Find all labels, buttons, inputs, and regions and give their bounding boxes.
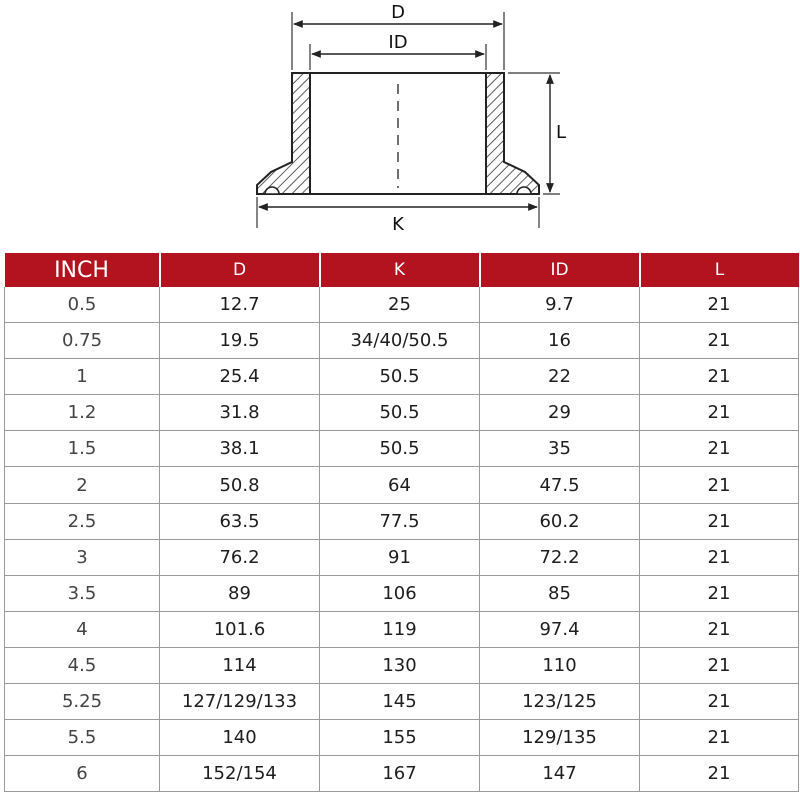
- cell-k: 145: [320, 684, 480, 720]
- cell-id: 129/135: [480, 720, 640, 756]
- table-row: [5, 323, 799, 359]
- cell-inch: 4: [5, 611, 160, 647]
- cell-d: 63.5: [160, 503, 320, 539]
- cell-k: 34/40/50.5: [320, 323, 480, 359]
- label-k: K: [392, 214, 404, 235]
- cell-inch: 1: [5, 359, 160, 395]
- table-row: [5, 287, 799, 323]
- header-l: L: [640, 253, 799, 287]
- cell-l: 21: [640, 756, 799, 792]
- cell-id: 16: [480, 323, 640, 359]
- table-row: [5, 359, 799, 395]
- header-d: D: [160, 253, 320, 287]
- table-row: [5, 647, 799, 683]
- cell-k: 119: [320, 611, 480, 647]
- cell-id: 110: [480, 647, 640, 683]
- cell-inch: 1.5: [5, 431, 160, 467]
- cell-d: 114: [160, 647, 320, 683]
- cell-k: 91: [320, 539, 480, 575]
- cell-d: 101.6: [160, 611, 320, 647]
- header-k: K: [320, 253, 480, 287]
- cell-id: 147: [480, 756, 640, 792]
- cell-inch: 0.5: [5, 287, 160, 323]
- cell-k: 77.5: [320, 503, 480, 539]
- cell-k: 64: [320, 467, 480, 503]
- cell-l: 21: [640, 323, 799, 359]
- cell-k: 155: [320, 720, 480, 756]
- cell-d: 12.7: [160, 287, 320, 323]
- cell-id: 35: [480, 431, 640, 467]
- table-row: [5, 503, 799, 539]
- cell-id: 123/125: [480, 684, 640, 720]
- cell-id: 22: [480, 359, 640, 395]
- cell-id: 97.4: [480, 611, 640, 647]
- table-row: [5, 395, 799, 431]
- cell-id: 72.2: [480, 539, 640, 575]
- cell-l: 21: [640, 720, 799, 756]
- cell-d: 31.8: [160, 395, 320, 431]
- cell-l: 21: [640, 611, 799, 647]
- table-row: [5, 684, 799, 720]
- cell-k: 106: [320, 575, 480, 611]
- cell-l: 21: [640, 431, 799, 467]
- table-row: [5, 539, 799, 575]
- cell-inch: 1.2: [5, 395, 160, 431]
- table-row: [5, 467, 799, 503]
- cell-inch: 5.5: [5, 720, 160, 756]
- cell-l: 21: [640, 287, 799, 323]
- cell-d: 50.8: [160, 467, 320, 503]
- left-wall-section: [257, 73, 310, 194]
- table-header-row: [5, 253, 799, 287]
- cell-k: 130: [320, 647, 480, 683]
- cell-d: 89: [160, 575, 320, 611]
- cell-l: 21: [640, 684, 799, 720]
- ferrule-cross-section-diagram: [0, 0, 800, 250]
- cell-inch: 0.75: [5, 323, 160, 359]
- left-groove: [265, 187, 279, 194]
- cell-id: 9.7: [480, 287, 640, 323]
- cell-d: 38.1: [160, 431, 320, 467]
- table-row: [5, 611, 799, 647]
- cell-id: 47.5: [480, 467, 640, 503]
- cell-id: 60.2: [480, 503, 640, 539]
- cell-l: 21: [640, 647, 799, 683]
- cell-l: 21: [640, 395, 799, 431]
- cell-d: 76.2: [160, 539, 320, 575]
- cell-l: 21: [640, 503, 799, 539]
- cell-k: 50.5: [320, 431, 480, 467]
- right-wall-section: [486, 73, 539, 194]
- cell-inch: 2.5: [5, 503, 160, 539]
- cell-l: 21: [640, 359, 799, 395]
- cell-id: 85: [480, 575, 640, 611]
- cell-d: 25.4: [160, 359, 320, 395]
- header-inch: INCH: [5, 253, 160, 287]
- cell-d: 127/129/133: [160, 684, 320, 720]
- cell-k: 167: [320, 756, 480, 792]
- cell-k: 50.5: [320, 395, 480, 431]
- cell-inch: 4.5: [5, 647, 160, 683]
- label-l: L: [556, 122, 567, 143]
- cell-inch: 6: [5, 756, 160, 792]
- cell-d: 152/154: [160, 756, 320, 792]
- cell-l: 21: [640, 539, 799, 575]
- cell-inch: 2: [5, 467, 160, 503]
- table-row: [5, 720, 799, 756]
- label-id: ID: [388, 32, 408, 53]
- table-row: [5, 575, 799, 611]
- cell-l: 21: [640, 575, 799, 611]
- dimension-spec-table: [4, 253, 799, 792]
- cell-inch: 3.5: [5, 575, 160, 611]
- cell-inch: 3: [5, 539, 160, 575]
- table-row: [5, 431, 799, 467]
- right-groove: [517, 187, 531, 194]
- cell-inch: 5.25: [5, 684, 160, 720]
- table-body: [5, 287, 799, 792]
- cell-id: 29: [480, 395, 640, 431]
- cell-d: 19.5: [160, 323, 320, 359]
- cell-l: 21: [640, 467, 799, 503]
- cell-d: 140: [160, 720, 320, 756]
- cell-k: 25: [320, 287, 480, 323]
- table-row: [5, 756, 799, 792]
- label-d: D: [391, 2, 405, 23]
- cell-k: 50.5: [320, 359, 480, 395]
- header-id: ID: [480, 253, 640, 287]
